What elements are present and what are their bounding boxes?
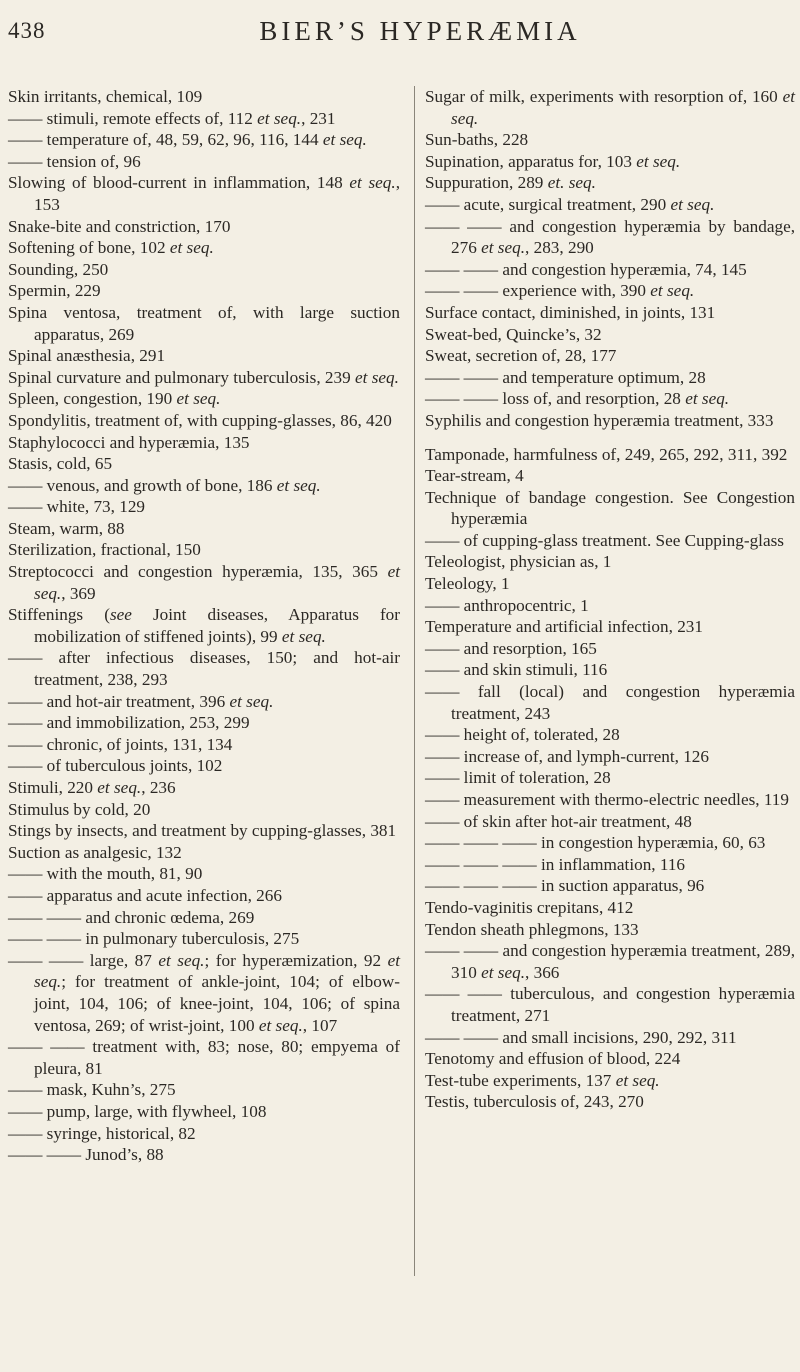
index-entry: —— and resorption, 165 [425,638,597,658]
index-entry: Stiffenings (see Joint diseases, Apparatus for mobilization of stiffened joints), 99 et seq. [8,605,401,646]
index-entry: —— —— and congestion hyperæmia treatment, 289, 310 et seq., 366 [425,941,795,982]
index-entry: —— after infectious diseases, 150; and hot-air treatment, 238, 293 [8,648,400,690]
index-entry: Sweat, secretion of, 28, 177 [425,346,617,366]
index-entry: —— —— tuberculous, and congestion hyperæmia treatment, 271 [425,984,795,1025]
index-entry: Sun-baths, 228 [425,130,529,150]
index-entry: —— increase of, and lymph-current, 126 [425,746,709,766]
index-entry: —— —— experience with, 390 et seq. [425,281,695,301]
index-entry: Tendon sheath phlegmons, 133 [425,919,639,939]
index-entry: Stimulus by cold, 20 [8,799,151,819]
index-entry: —— and hot-air treatment, 396 et seq. [8,691,274,711]
index-entry: Steam, warm, 88 [8,518,125,538]
index-column-left [8,86,400,1166]
index-entry: —— —— treatment with, 83; nose, 80; empyema of pleura, 81 [8,1037,400,1078]
index-entry: Suppuration, 289 et. seq. [425,173,596,193]
index-entry: —— —— —— in inflammation, 116 [425,854,686,874]
index-entry: —— —— in pulmonary tuberculosis, 275 [8,929,300,949]
index-entry: Technique of bandage congestion. See Congestion hyperæmia [425,487,795,529]
index-entry: —— —— large, 87 et seq.; for hyperæmization, 92 et seq.; for treatment of ankle-joint, 104; of elbow-joint, 104, 106; of knee-joint, 104, 106; of spina ventosa, 269; of wrist-joint, 100 et seq., 107 [8,950,400,1035]
index-entry: —— anthropocentric, 1 [425,595,589,615]
index-entry: Stimuli, 220 et seq., 236 [8,778,176,797]
index-entry: —— —— and chronic œdema, 269 [8,907,255,927]
index-entry: Spinal curvature and pulmonary tuberculosis, 239 et seq. [8,367,399,387]
index-entry: —— apparatus and acute infection, 266 [8,885,282,905]
index-entry: Slowing of blood-current in inflammation, 148 et seq., 153 [8,173,400,214]
column-divider [414,86,415,1276]
index-entry: —— white, 73, 129 [8,497,146,517]
index-entry: Staphylococci and hyperæmia, 135 [8,432,250,452]
page-header [0,14,800,54]
index-entry: —— of skin after hot-air treatment, 48 [425,811,692,831]
index-entry: Skin irritants, chemical, 109 [8,87,203,106]
index-entry: —— pump, large, with flywheel, 108 [8,1101,267,1121]
index-entry: Syphilis and congestion hyperæmia treatment, 333 [425,410,774,430]
index-entry: —— tension of, 96 [8,151,141,171]
index-entry: Softening of bone, 102 et seq. [8,238,214,258]
index-entry: —— —— and congestion hyperæmia, 74, 145 [425,259,747,279]
index-entry: —— of tuberculous joints, 102 [8,756,223,776]
index-entry: Spermin, 229 [8,281,101,301]
index-entry: —— measurement with thermo-electric needles, 119 [425,790,789,809]
index-entry: Stings by insects, and treatment by cupping-glasses, 381 [8,821,397,841]
index-entry: —— chronic, of joints, 131, 134 [8,734,233,754]
index-entry: —— syringe, historical, 82 [8,1123,196,1143]
index-entry: —— stimuli, remote effects of, 112 et seq., 231 [8,108,336,128]
index-entry: Suction as analgesic, 132 [8,842,182,862]
index-entry: Surface contact, diminished, in joints, 131 [425,302,716,322]
index-entry: —— and immobilization, 253, 299 [8,713,250,733]
index-entry: Sounding, 250 [8,259,109,279]
index-entry: —— height of, tolerated, 28 [425,725,620,745]
index-entry: —— —— Junod’s, 88 [8,1145,164,1165]
running-title: BIER’S HYPERÆMIA [259,16,581,46]
index-entry: —— venous, and growth of bone, 186 et seq. [8,475,321,495]
index-entry: Teleologist, physician as, 1 [425,552,612,572]
index-entry: Testis, tuberculosis of, 243, 270 [425,1092,644,1112]
index-entry: —— with the mouth, 81, 90 [8,864,203,884]
index-entry: —— —— loss of, and resorption, 28 et seq. [425,389,730,409]
index-entry: Spina ventosa, treatment of, with large suction apparatus, 269 [8,302,400,344]
index-entry: Temperature and artificial infection, 231 [425,617,703,637]
index-entry: —— —— and small incisions, 290, 292, 311 [425,1027,737,1047]
index-entry: —— —— —— in congestion hyperæmia, 60, 63 [425,833,766,853]
index-entry: —— —— and temperature optimum, 28 [425,367,706,387]
index-entry: Test-tube experiments, 137 et seq. [425,1070,660,1090]
index-column-right [425,86,795,1113]
index-entry: —— —— and congestion hyperæmia by bandage, 276 et seq., 283, 290 [425,216,795,258]
index-entry: —— fall (local) and congestion hyperæmia treatment, 243 [425,682,795,723]
index-entry: Sugar of milk, experiments with resorption of, 160 et seq. [425,87,795,128]
index-entry: Teleology, 1 [425,574,510,594]
index-entry: Sweat-bed, Quincke’s, 32 [425,324,602,344]
index-entry: —— temperature of, 48, 59, 62, 96, 116, 144 et seq. [8,130,367,150]
index-entry: —— limit of toleration, 28 [425,768,611,788]
index-entry: —— —— —— in suction apparatus, 96 [425,876,705,896]
index-entry: —— mask, Kuhn’s, 275 [8,1080,176,1100]
index-entry: Tendo-vaginitis crepitans, 412 [425,897,634,917]
index-entry: —— of cupping-glass treatment. See Cupping-glass [425,530,784,550]
index-entry: Tear-stream, 4 [425,466,524,486]
index-entry: Streptococci and congestion hyperæmia, 135, 365 et seq., 369 [8,562,400,603]
page-number: 438 [8,18,46,43]
index-entry: Spinal anæsthesia, 291 [8,346,166,366]
index-entry: —— and skin stimuli, 116 [425,660,608,680]
index-entry: Stasis, cold, 65 [8,454,113,474]
index-entry: Tamponade, harmfulness of, 249, 265, 292, 311, 392 [425,444,788,464]
index-entry: —— acute, surgical treatment, 290 et seq. [425,194,715,214]
index-entry: Snake-bite and constriction, 170 [8,216,231,236]
index-entry: Spleen, congestion, 190 et seq. [8,389,221,409]
index-entry: Spondylitis, treatment of, with cupping-glasses, 86, 420 [8,410,392,430]
index-entry: Sterilization, fractional, 150 [8,540,201,560]
index-entry: Tenotomy and effusion of blood, 224 [425,1049,681,1069]
index-entry: Supination, apparatus for, 103 et seq. [425,151,681,171]
